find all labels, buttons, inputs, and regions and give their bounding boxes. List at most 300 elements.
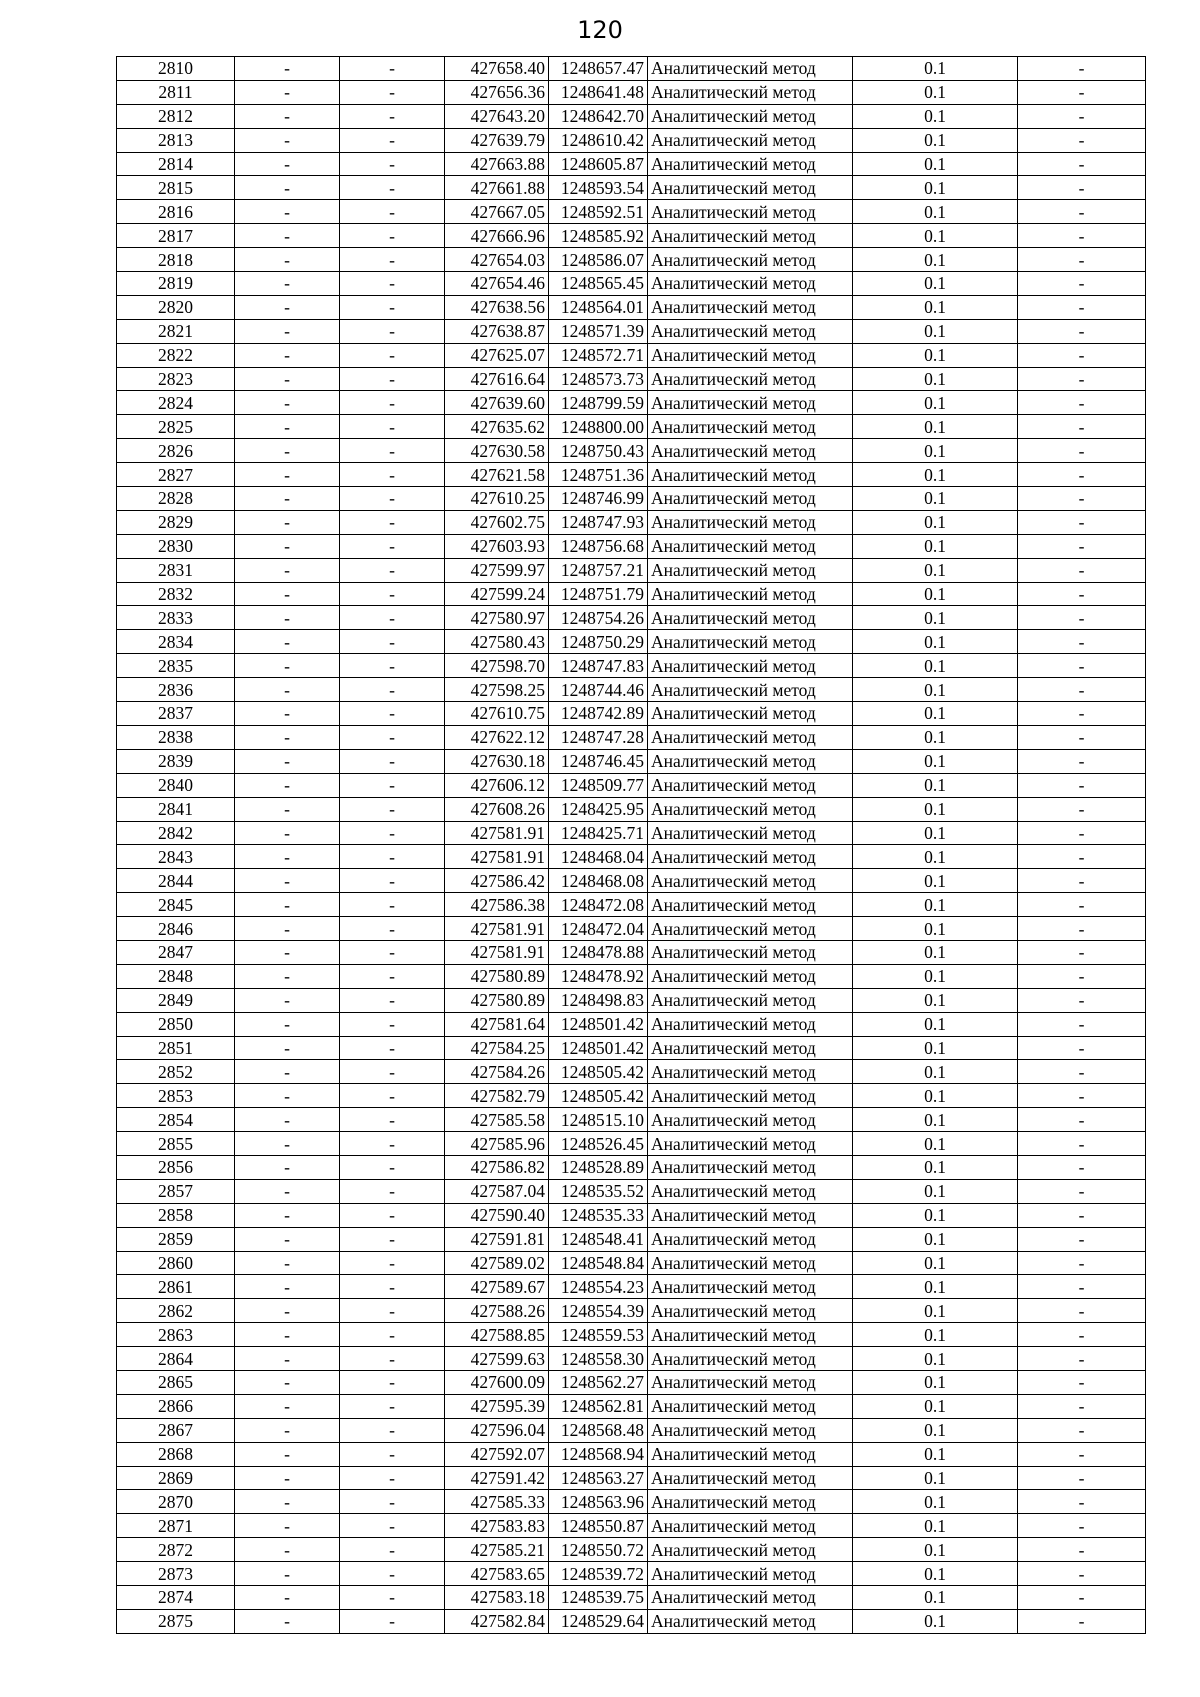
x-coordinate-cell: 427585.96 (445, 1132, 549, 1156)
method-cell: Аналитический метод (648, 940, 853, 964)
point-number-cell: 2871 (117, 1514, 235, 1538)
description-cell: - (1018, 869, 1146, 893)
method-cell: Аналитический метод (648, 1609, 853, 1633)
accuracy-cell: 0.1 (853, 654, 1018, 678)
old-x-cell: - (235, 1084, 340, 1108)
table-row (117, 1036, 1146, 1060)
point-number-cell: 2821 (117, 319, 235, 343)
x-coordinate-cell: 427643.20 (445, 104, 549, 128)
table-row (117, 200, 1146, 224)
method-cell: Аналитический метод (648, 773, 853, 797)
method-cell: Аналитический метод (648, 821, 853, 845)
point-number-cell: 2870 (117, 1490, 235, 1514)
method-cell: Аналитический метод (648, 797, 853, 821)
accuracy-cell: 0.1 (853, 917, 1018, 941)
old-x-cell: - (235, 702, 340, 726)
old-x-cell: - (235, 773, 340, 797)
table-row (117, 1084, 1146, 1108)
accuracy-cell: 0.1 (853, 57, 1018, 81)
old-x-cell: - (235, 725, 340, 749)
accuracy-cell: 0.1 (853, 821, 1018, 845)
old-x-cell: - (235, 487, 340, 511)
point-number-cell: 2817 (117, 224, 235, 248)
x-coordinate-cell: 427586.82 (445, 1155, 549, 1179)
table-row (117, 534, 1146, 558)
accuracy-cell: 0.1 (853, 1609, 1018, 1633)
old-x-cell: - (235, 391, 340, 415)
y-coordinate-cell: 1248564.01 (549, 295, 648, 319)
description-cell: - (1018, 1299, 1146, 1323)
point-number-cell: 2850 (117, 1012, 235, 1036)
description-cell: - (1018, 1609, 1146, 1633)
y-coordinate-cell: 1248562.81 (549, 1394, 648, 1418)
accuracy-cell: 0.1 (853, 1347, 1018, 1371)
table-row (117, 1394, 1146, 1418)
method-cell: Аналитический метод (648, 749, 853, 773)
y-coordinate-cell: 1248642.70 (549, 104, 648, 128)
method-cell: Аналитический метод (648, 1108, 853, 1132)
method-cell: Аналитический метод (648, 1012, 853, 1036)
point-number-cell: 2815 (117, 176, 235, 200)
x-coordinate-cell: 427595.39 (445, 1394, 549, 1418)
old-y-cell: - (340, 80, 445, 104)
point-number-cell: 2814 (117, 152, 235, 176)
x-coordinate-cell: 427608.26 (445, 797, 549, 821)
description-cell: - (1018, 319, 1146, 343)
old-x-cell: - (235, 224, 340, 248)
y-coordinate-cell: 1248558.30 (549, 1347, 648, 1371)
old-x-cell: - (235, 940, 340, 964)
x-coordinate-cell: 427638.87 (445, 319, 549, 343)
description-cell: - (1018, 534, 1146, 558)
point-number-cell: 2826 (117, 439, 235, 463)
x-coordinate-cell: 427667.05 (445, 200, 549, 224)
description-cell: - (1018, 1538, 1146, 1562)
old-x-cell: - (235, 1347, 340, 1371)
table-row (117, 1203, 1146, 1227)
accuracy-cell: 0.1 (853, 1108, 1018, 1132)
method-cell: Аналитический метод (648, 1275, 853, 1299)
method-cell: Аналитический метод (648, 1227, 853, 1251)
point-number-cell: 2810 (117, 57, 235, 81)
point-number-cell: 2825 (117, 415, 235, 439)
description-cell: - (1018, 1442, 1146, 1466)
accuracy-cell: 0.1 (853, 104, 1018, 128)
y-coordinate-cell: 1248565.45 (549, 272, 648, 296)
accuracy-cell: 0.1 (853, 1084, 1018, 1108)
table-row (117, 1347, 1146, 1371)
y-coordinate-cell: 1248472.04 (549, 917, 648, 941)
x-coordinate-cell: 427580.43 (445, 630, 549, 654)
x-coordinate-cell: 427599.24 (445, 582, 549, 606)
y-coordinate-cell: 1248573.73 (549, 367, 648, 391)
old-x-cell: - (235, 1466, 340, 1490)
y-coordinate-cell: 1248751.36 (549, 463, 648, 487)
old-x-cell: - (235, 749, 340, 773)
table-row (117, 1466, 1146, 1490)
old-x-cell: - (235, 654, 340, 678)
old-x-cell: - (235, 1394, 340, 1418)
old-y-cell: - (340, 606, 445, 630)
method-cell: Аналитический метод (648, 1179, 853, 1203)
method-cell: Аналитический метод (648, 917, 853, 941)
description-cell: - (1018, 463, 1146, 487)
x-coordinate-cell: 427591.81 (445, 1227, 549, 1251)
x-coordinate-cell: 427586.38 (445, 893, 549, 917)
old-y-cell: - (340, 343, 445, 367)
description-cell: - (1018, 1227, 1146, 1251)
old-x-cell: - (235, 582, 340, 606)
old-y-cell: - (340, 1084, 445, 1108)
x-coordinate-cell: 427585.58 (445, 1108, 549, 1132)
old-y-cell: - (340, 893, 445, 917)
table-row (117, 57, 1146, 81)
table-row (117, 104, 1146, 128)
description-cell: - (1018, 606, 1146, 630)
accuracy-cell: 0.1 (853, 487, 1018, 511)
description-cell: - (1018, 940, 1146, 964)
method-cell: Аналитический метод (648, 1442, 853, 1466)
table-row (117, 176, 1146, 200)
y-coordinate-cell: 1248750.29 (549, 630, 648, 654)
old-y-cell: - (340, 1203, 445, 1227)
x-coordinate-cell: 427602.75 (445, 510, 549, 534)
method-cell: Аналитический метод (648, 1490, 853, 1514)
method-cell: Аналитический метод (648, 415, 853, 439)
old-y-cell: - (340, 1251, 445, 1275)
accuracy-cell: 0.1 (853, 1203, 1018, 1227)
old-y-cell: - (340, 988, 445, 1012)
old-y-cell: - (340, 391, 445, 415)
y-coordinate-cell: 1248526.45 (549, 1132, 648, 1156)
old-y-cell: - (340, 1586, 445, 1610)
accuracy-cell: 0.1 (853, 391, 1018, 415)
y-coordinate-cell: 1248548.41 (549, 1227, 648, 1251)
x-coordinate-cell: 427583.65 (445, 1562, 549, 1586)
x-coordinate-cell: 427583.18 (445, 1586, 549, 1610)
accuracy-cell: 0.1 (853, 558, 1018, 582)
description-cell: - (1018, 749, 1146, 773)
table-row (117, 725, 1146, 749)
method-cell: Аналитический метод (648, 1132, 853, 1156)
old-x-cell: - (235, 295, 340, 319)
method-cell: Аналитический метод (648, 1562, 853, 1586)
table-row (117, 654, 1146, 678)
description-cell: - (1018, 295, 1146, 319)
x-coordinate-cell: 427588.85 (445, 1323, 549, 1347)
method-cell: Аналитический метод (648, 1394, 853, 1418)
description-cell: - (1018, 654, 1146, 678)
point-number-cell: 2839 (117, 749, 235, 773)
x-coordinate-cell: 427580.89 (445, 988, 549, 1012)
old-x-cell: - (235, 104, 340, 128)
table-row (117, 678, 1146, 702)
method-cell: Аналитический метод (648, 678, 853, 702)
old-x-cell: - (235, 1586, 340, 1610)
old-y-cell: - (340, 463, 445, 487)
old-y-cell: - (340, 917, 445, 941)
old-x-cell: - (235, 797, 340, 821)
x-coordinate-cell: 427603.93 (445, 534, 549, 558)
old-x-cell: - (235, 1060, 340, 1084)
y-coordinate-cell: 1248605.87 (549, 152, 648, 176)
point-number-cell: 2874 (117, 1586, 235, 1610)
point-number-cell: 2873 (117, 1562, 235, 1586)
point-number-cell: 2875 (117, 1609, 235, 1633)
method-cell: Аналитический метод (648, 104, 853, 128)
x-coordinate-cell: 427666.96 (445, 224, 549, 248)
method-cell: Аналитический метод (648, 57, 853, 81)
table-row (117, 80, 1146, 104)
old-y-cell: - (340, 1060, 445, 1084)
old-x-cell: - (235, 845, 340, 869)
table-row (117, 606, 1146, 630)
y-coordinate-cell: 1248572.71 (549, 343, 648, 367)
x-coordinate-cell: 427596.04 (445, 1418, 549, 1442)
method-cell: Аналитический метод (648, 487, 853, 511)
old-y-cell: - (340, 869, 445, 893)
table-row (117, 1538, 1146, 1562)
old-x-cell: - (235, 606, 340, 630)
old-y-cell: - (340, 1012, 445, 1036)
description-cell: - (1018, 988, 1146, 1012)
old-y-cell: - (340, 128, 445, 152)
point-number-cell: 2835 (117, 654, 235, 678)
method-cell: Аналитический метод (648, 1155, 853, 1179)
point-number-cell: 2860 (117, 1251, 235, 1275)
point-number-cell: 2818 (117, 248, 235, 272)
table-row (117, 582, 1146, 606)
method-cell: Аналитический метод (648, 1036, 853, 1060)
accuracy-cell: 0.1 (853, 1179, 1018, 1203)
point-number-cell: 2827 (117, 463, 235, 487)
old-x-cell: - (235, 272, 340, 296)
accuracy-cell: 0.1 (853, 80, 1018, 104)
old-y-cell: - (340, 415, 445, 439)
y-coordinate-cell: 1248757.21 (549, 558, 648, 582)
old-y-cell: - (340, 654, 445, 678)
point-number-cell: 2820 (117, 295, 235, 319)
point-number-cell: 2854 (117, 1108, 235, 1132)
y-coordinate-cell: 1248498.83 (549, 988, 648, 1012)
point-number-cell: 2824 (117, 391, 235, 415)
accuracy-cell: 0.1 (853, 1490, 1018, 1514)
table-row (117, 869, 1146, 893)
old-y-cell: - (340, 104, 445, 128)
table-row (117, 152, 1146, 176)
x-coordinate-cell: 427598.25 (445, 678, 549, 702)
description-cell: - (1018, 1490, 1146, 1514)
y-coordinate-cell: 1248568.48 (549, 1418, 648, 1442)
description-cell: - (1018, 343, 1146, 367)
x-coordinate-cell: 427610.25 (445, 487, 549, 511)
accuracy-cell: 0.1 (853, 176, 1018, 200)
old-y-cell: - (340, 1132, 445, 1156)
table-row (117, 1155, 1146, 1179)
table-row (117, 1370, 1146, 1394)
x-coordinate-cell: 427599.63 (445, 1347, 549, 1371)
old-y-cell: - (340, 1155, 445, 1179)
x-coordinate-cell: 427658.40 (445, 57, 549, 81)
point-number-cell: 2855 (117, 1132, 235, 1156)
x-coordinate-cell: 427654.03 (445, 248, 549, 272)
point-number-cell: 2834 (117, 630, 235, 654)
old-x-cell: - (235, 678, 340, 702)
y-coordinate-cell: 1248425.71 (549, 821, 648, 845)
old-y-cell: - (340, 773, 445, 797)
table-row (117, 988, 1146, 1012)
x-coordinate-cell: 427630.58 (445, 439, 549, 463)
description-cell: - (1018, 1514, 1146, 1538)
point-number-cell: 2866 (117, 1394, 235, 1418)
old-x-cell: - (235, 917, 340, 941)
old-y-cell: - (340, 510, 445, 534)
y-coordinate-cell: 1248585.92 (549, 224, 648, 248)
old-x-cell: - (235, 1538, 340, 1562)
point-number-cell: 2822 (117, 343, 235, 367)
y-coordinate-cell: 1248568.94 (549, 1442, 648, 1466)
point-number-cell: 2861 (117, 1275, 235, 1299)
table-row (117, 248, 1146, 272)
x-coordinate-cell: 427590.40 (445, 1203, 549, 1227)
method-cell: Аналитический метод (648, 845, 853, 869)
y-coordinate-cell: 1248501.42 (549, 1036, 648, 1060)
method-cell: Аналитический метод (648, 1514, 853, 1538)
y-coordinate-cell: 1248509.77 (549, 773, 648, 797)
table-row (117, 749, 1146, 773)
description-cell: - (1018, 1012, 1146, 1036)
point-number-cell: 2838 (117, 725, 235, 749)
old-x-cell: - (235, 1108, 340, 1132)
old-y-cell: - (340, 57, 445, 81)
description-cell: - (1018, 821, 1146, 845)
description-cell: - (1018, 1084, 1146, 1108)
y-coordinate-cell: 1248747.93 (549, 510, 648, 534)
old-y-cell: - (340, 534, 445, 558)
description-cell: - (1018, 104, 1146, 128)
point-number-cell: 2840 (117, 773, 235, 797)
table-row (117, 295, 1146, 319)
old-y-cell: - (340, 319, 445, 343)
accuracy-cell: 0.1 (853, 606, 1018, 630)
description-cell: - (1018, 391, 1146, 415)
x-coordinate-cell: 427580.89 (445, 964, 549, 988)
old-y-cell: - (340, 152, 445, 176)
x-coordinate-cell: 427581.64 (445, 1012, 549, 1036)
old-y-cell: - (340, 1562, 445, 1586)
method-cell: Аналитический метод (648, 1370, 853, 1394)
x-coordinate-cell: 427654.46 (445, 272, 549, 296)
old-y-cell: - (340, 1227, 445, 1251)
old-x-cell: - (235, 367, 340, 391)
table-row (117, 367, 1146, 391)
old-y-cell: - (340, 582, 445, 606)
description-cell: - (1018, 1179, 1146, 1203)
x-coordinate-cell: 427581.91 (445, 917, 549, 941)
y-coordinate-cell: 1248800.00 (549, 415, 648, 439)
table-row (117, 1060, 1146, 1084)
method-cell: Аналитический метод (648, 630, 853, 654)
description-cell: - (1018, 510, 1146, 534)
old-y-cell: - (340, 964, 445, 988)
y-coordinate-cell: 1248750.43 (549, 439, 648, 463)
old-y-cell: - (340, 1299, 445, 1323)
description-cell: - (1018, 1418, 1146, 1442)
description-cell: - (1018, 917, 1146, 941)
description-cell: - (1018, 893, 1146, 917)
x-coordinate-cell: 427656.36 (445, 80, 549, 104)
y-coordinate-cell: 1248754.26 (549, 606, 648, 630)
old-x-cell: - (235, 1179, 340, 1203)
y-coordinate-cell: 1248548.84 (549, 1251, 648, 1275)
old-x-cell: - (235, 1275, 340, 1299)
description-cell: - (1018, 773, 1146, 797)
table-row (117, 510, 1146, 534)
old-y-cell: - (340, 725, 445, 749)
old-y-cell: - (340, 1347, 445, 1371)
old-x-cell: - (235, 869, 340, 893)
accuracy-cell: 0.1 (853, 1155, 1018, 1179)
table-row (117, 1251, 1146, 1275)
x-coordinate-cell: 427663.88 (445, 152, 549, 176)
point-number-cell: 2858 (117, 1203, 235, 1227)
old-y-cell: - (340, 295, 445, 319)
point-number-cell: 2864 (117, 1347, 235, 1371)
point-number-cell: 2868 (117, 1442, 235, 1466)
accuracy-cell: 0.1 (853, 1370, 1018, 1394)
y-coordinate-cell: 1248744.46 (549, 678, 648, 702)
old-x-cell: - (235, 1418, 340, 1442)
old-x-cell: - (235, 1155, 340, 1179)
method-cell: Аналитический метод (648, 558, 853, 582)
old-y-cell: - (340, 1108, 445, 1132)
accuracy-cell: 0.1 (853, 439, 1018, 463)
table-row (117, 1490, 1146, 1514)
accuracy-cell: 0.1 (853, 1442, 1018, 1466)
x-coordinate-cell: 427582.84 (445, 1609, 549, 1633)
description-cell: - (1018, 1347, 1146, 1371)
description-cell: - (1018, 439, 1146, 463)
accuracy-cell: 0.1 (853, 463, 1018, 487)
method-cell: Аналитический метод (648, 128, 853, 152)
x-coordinate-cell: 427638.56 (445, 295, 549, 319)
point-number-cell: 2829 (117, 510, 235, 534)
method-cell: Аналитический метод (648, 702, 853, 726)
description-cell: - (1018, 725, 1146, 749)
point-number-cell: 2862 (117, 1299, 235, 1323)
method-cell: Аналитический метод (648, 893, 853, 917)
method-cell: Аналитический метод (648, 606, 853, 630)
point-number-cell: 2843 (117, 845, 235, 869)
coordinates-table (116, 56, 1146, 1634)
description-cell: - (1018, 1108, 1146, 1132)
old-y-cell: - (340, 224, 445, 248)
description-cell: - (1018, 1323, 1146, 1347)
y-coordinate-cell: 1248539.75 (549, 1586, 648, 1610)
y-coordinate-cell: 1248746.99 (549, 487, 648, 511)
old-y-cell: - (340, 821, 445, 845)
old-x-cell: - (235, 1251, 340, 1275)
x-coordinate-cell: 427581.91 (445, 940, 549, 964)
method-cell: Аналитический метод (648, 510, 853, 534)
y-coordinate-cell: 1248528.89 (549, 1155, 648, 1179)
description-cell: - (1018, 558, 1146, 582)
x-coordinate-cell: 427610.75 (445, 702, 549, 726)
accuracy-cell: 0.1 (853, 749, 1018, 773)
old-x-cell: - (235, 1227, 340, 1251)
old-y-cell: - (340, 1036, 445, 1060)
accuracy-cell: 0.1 (853, 319, 1018, 343)
